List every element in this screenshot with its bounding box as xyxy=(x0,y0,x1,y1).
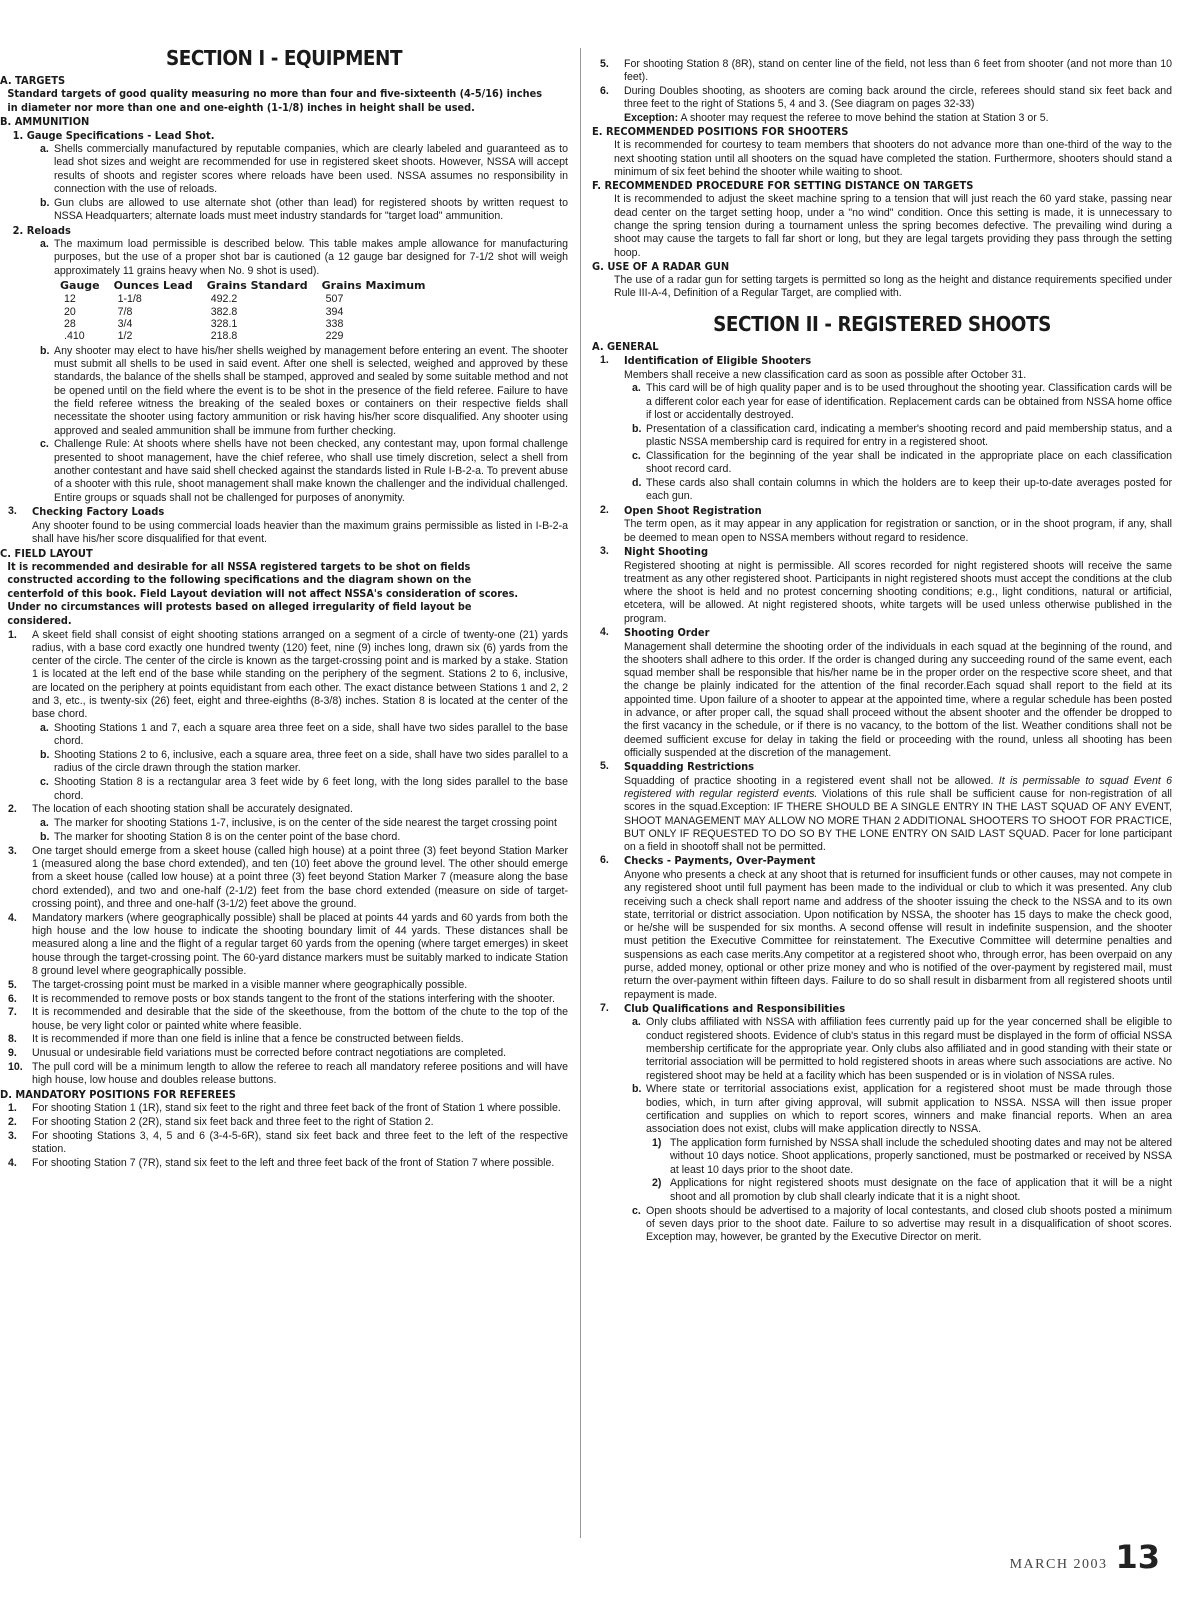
field-layout-item xyxy=(0,993,568,1006)
referee-position-item xyxy=(0,1130,568,1157)
club-a-text: Only clubs affiliated with NSSA with affiliation fees currently paid up for the year concerned shall be eligible to conduct registered shoots. Evidence of club's status in this regard must be displayed in the form of official NSSA membership certificate for the appropriate year. Only clubs also affiliated and in good standing with their state or territorial association will be permitted to hold registered shoots in areas where such associations are active. No registered shoot may be held at a facility which has been suspended or is in violation of NSSA rules. xyxy=(646,1016,1172,1082)
referee-position-item xyxy=(592,58,1172,85)
checks-text: Anyone who presents a check at any shoot that is returned for insufficient funds or other causes, may not compete in any registered shoot until full payment has been made to the individual or club to which it was presented. Any club receiving such a check shall report name and address of the shooter issuing the check to the NSSA and to its own state, territorial or district association. Upon notification by NSSA, the shooter has 15 days to make the check good, or he/she will be suspended for six months. A second offense will result in indefinite suspension, and the shooter must petition the Executive Committee for reinstatement. The Executive Committee will determine penalties and suspensions as each case merits.Any competitor at a registered shoot who, through error, has been overpaid on any purse, added money, optional or other prize money and who is notified of the over-payment by registered mail, must return the over-payment within fifteen days. Failure to do so shall result in disbarment from all registered shoots until repayment is made. xyxy=(624,868,1172,1001)
load-table-cell: 1-1/8 xyxy=(117,293,142,306)
load-table-row xyxy=(60,306,440,318)
load-table-cell: 7/8 xyxy=(117,305,133,318)
club-c-label: c. xyxy=(632,1204,641,1217)
field-layout-item-text: A skeet field shall consist of eight shooting stations arranged on a segment of a circle of twenty-one (21) yards radius, with a base cord exactly one hundred twenty (120) feet, nine (9) inches long, drawn six (6) yards from the center of the circle. The center of the circle is known as the target-crossing point and is marked by a stake. Station 1 is located at the left end of the base while standing on the periphery of the segment. Stations 2 to 6, inclusive, are located on the periphery at points equidistant from each other. The exact distance between Stations 1 and 2, 2 and 3, etc., is twenty-six (26) feet, eight and three-eighths (8-3/8) inches. Station 8 is located at the center of the base chord. xyxy=(32,628,568,721)
club-b2-item xyxy=(592,1177,1172,1204)
checks-heading: Checks - Payments, Over-Payment xyxy=(624,854,816,868)
club-b-text: Where state or territorial associations exist, application for a registered shoot must be made through those bodies, which, in turn after giving approval, will submit application to NSSA. NSSA will then issue proper certification and supplies on which to report scores, winners and make financial reports. When an area association does not exist, clubs will make application directly to NSSA. xyxy=(646,1083,1172,1136)
right-column xyxy=(592,58,1172,1245)
club-a-item xyxy=(592,1016,1172,1082)
club-b2-label: 2) xyxy=(652,1177,662,1190)
field-layout-list xyxy=(0,629,568,1088)
load-table-cell: 218.8 xyxy=(210,330,238,343)
night-text: Registered shooting at night is permissible. All scores recorded for night registered shoots will receive the same treatment as any other registered shoot. Participants in night registered shoots must accept the conditions at the club where the shoot is held and no protest concerning shooting conditions; e.g., light conditions, natural or artificial, etcetera, will be allowed. At night registered shoots, white targets will be used unless otherwise published in the program. xyxy=(624,559,1172,625)
field-layout-item xyxy=(0,1033,568,1046)
field-layout-item-label: 10. xyxy=(8,1061,23,1074)
factory-loads-text: Any shooter found to be using commercial loads heavier than the maximum grains permissible as listed in I-B-2-a shall have his/her score disqualified for that event. xyxy=(32,519,568,546)
field-layout-item-text: Shooting Stations 1 and 7, each a square area three feet on a side, shall have two sides parallel to the base chord. xyxy=(54,722,568,748)
target-distance-heading: F. RECOMMENDED PROCEDURE FOR SETTING DISTANCE ON TARGETS xyxy=(592,179,974,193)
load-table-cell: 28 xyxy=(64,318,76,331)
load-table-cell: 394 xyxy=(325,305,344,318)
eligible-sub-item-text: Classification for the beginning of the year shall be indicated in the appropriate place on each classification shoot record card. xyxy=(646,449,1172,476)
targets-text: Standard targets of good quality measuring no more than four and five-sixteenth (4-5/16) inches in diameter nor more than one and one-eighth (1-1/8) inches in height shall be used. xyxy=(7,88,543,114)
page-footer xyxy=(1010,1538,1160,1576)
club-c-item xyxy=(592,1205,1172,1245)
reloads-a-text: The maximum load permissible is described below. This table makes ample allowance for manufacturing purposes, but the use of a proper shot bar is cautioned (a 12 gauge bar designed for 7-1/2 shot will weigh approximately 11 grains heavy when No. 9 shot is used). xyxy=(54,237,568,277)
field-layout-item xyxy=(0,831,568,844)
eligible-sub-item-text: This card will be of high quality paper and is to be used throughout the shooting year. Classification cards will be a different color each year for ease of identification. Replacement cards can be obtained from NSSA home office if lost or accidentally destroyed. xyxy=(646,382,1172,421)
referee-exception-text: A shooter may request the referee to move behind the station at Station 3 or 5. xyxy=(680,112,1049,125)
field-layout-item-text: It is recommended to remove posts or box stands tangent to the front of the stations interfering with the shooter. xyxy=(32,992,555,1005)
left-column xyxy=(0,42,568,1171)
field-layout-item xyxy=(0,1047,568,1060)
field-layout-item-label: 3. xyxy=(8,844,17,857)
load-table-row xyxy=(60,293,440,305)
load-table xyxy=(60,280,440,343)
shooter-positions-heading: E. RECOMMENDED POSITIONS FOR SHOOTERS xyxy=(592,125,849,139)
load-table-cell: 3/4 xyxy=(117,318,133,331)
field-layout-item-text: The marker for shooting Stations 1-7, inclusive, is on the center of the side nearest the target crossing point xyxy=(54,817,557,830)
gauge-b-text: Gun clubs are allowed to use alternate shot (other than lead) for registered shoots by written request to NSSA Headquarters; alternate loads must meet industry standards for "target load" ammunition. xyxy=(54,196,568,223)
load-table-row xyxy=(60,318,440,330)
load-table-cell: 382.8 xyxy=(210,305,238,318)
reloads-b-item xyxy=(0,345,568,438)
eligible-heading: Identification of Eligible Shooters xyxy=(624,354,812,368)
eligible-sub-item-label: d. xyxy=(632,476,642,489)
field-layout-item xyxy=(0,722,568,749)
field-layout-item-label: a. xyxy=(40,817,49,830)
club-b2-text: Applications for night registered shoots must designate on the face of application that it will be a night shoot and all promotion by club shall clearly indicate that it is a night shoot. xyxy=(670,1177,1172,1203)
load-table-header: Grains Standard xyxy=(206,278,308,292)
targets-heading: A. TARGETS xyxy=(0,74,66,87)
factory-loads-heading-row xyxy=(0,505,568,519)
field-layout-item xyxy=(0,1006,568,1033)
field-layout-item-text: Mandatory markers (where geographically possible) shall be placed at points 44 yards and 60 yards from both the high house and the low house to indicate the shooting boundary limit of 44 yards. These distances shall be measured along a line and the flight of a regular target 60 yards from the opening (where target emerges) in skeet house through the target-crossing point. The 60-yard distance markers must be suitably marked to indicate Station 8 ground level where geographically possible. xyxy=(32,911,568,977)
checks-heading-row xyxy=(592,854,1172,868)
club-b1-item xyxy=(592,1137,1172,1177)
reloads-c-item xyxy=(0,438,568,504)
field-layout-heading: C. FIELD LAYOUT xyxy=(0,546,93,560)
issue-date: MARCH 2003 xyxy=(1009,1557,1108,1572)
night-heading: Night Shooting xyxy=(624,545,709,559)
eligible-sub-item xyxy=(592,382,1172,422)
field-layout-item xyxy=(0,979,568,992)
referee-positions-heading: D. MANDATORY POSITIONS FOR REFEREES xyxy=(0,1088,236,1102)
gauge-heading: 1. Gauge Specifications - Lead Shot. xyxy=(12,129,215,143)
field-layout-item-text: One target should emerge from a skeet house (called high house) at a point three (3) feet beyond Station Marker 1 (measured along the base chord extended), and ten (10) feet above the ground level. The other should emerge from a skeet house (called low house) at a point three (3) feet beyond Station Marker 7 (measure along the base chord extended), and two and one-half (2-1/2) feet from the base chord extended (measure on side of target-crossing point), and three and one-half (3-1/2) feet above the ground. xyxy=(32,844,568,910)
gauge-a-item xyxy=(0,143,568,196)
referee-position-item-text: For shooting Station 2 (2R), stand six feet back and three feet to the right of Station 2. xyxy=(32,1115,434,1128)
field-layout-item-text: The pull cord will be a minimum length to allow the referee to reach all mandatory referee positions and will have high house, low house and doubles release buttons. xyxy=(32,1061,568,1087)
load-table-cell: 12 xyxy=(64,293,76,306)
eligible-sub-item-label: c. xyxy=(632,449,641,462)
eligible-text: Members shall receive a new classification card as soon as possible after October 31. xyxy=(624,368,1027,381)
eligible-sub-item-text: Presentation of a classification card, indicating a member's shooting record and paid membership status, and a plastic NSSA membership card is required for entry in a registered shoot. xyxy=(646,422,1172,448)
squadding-text xyxy=(592,775,1172,855)
squadding-heading-row xyxy=(592,760,1172,774)
referee-exception-label: Exception: xyxy=(624,112,679,125)
referee-position-item-text: For shooting Stations 3, 4, 5 and 6 (3-4-5-6R), stand six feet back and three feet to the left of the respective station. xyxy=(32,1129,568,1155)
section-1-title: SECTION I - EQUIPMENT xyxy=(165,46,403,70)
gauge-a-text: Shells commercially manufactured by reputable companies, which are clearly labeled and guaranteed as to lead shot sizes and weight are recommended for use in registered skeet shoots. However, NSSA will accept results of shoots and register scores where reloads have been used. NSSA assumes no responsibility in connection with the use of reloads. xyxy=(54,143,568,196)
open-shoot-heading: Open Shoot Registration xyxy=(624,503,762,517)
order-heading-row xyxy=(592,626,1172,640)
squadding-text-b: Violations of this rule shall be sufficient cause for non-registration of all scores in the squad.Exception: IF THERE SHOULD BE A SINGLE ENTRY IN THE LAST SQUAD OF ANY EVENT, SHOOT MANAGEMENT MAY ALLOW NO MORE THAN 2 ADDITIONAL SHOOTERS TO SHOOT FOR PRACTICE, BUT ONLY IF REQUESTED TO DO SO BY THE LONE ENTRY ON SAID LAST SQUAD. Pacer for lone participant on a field in shootoff shall not be permitted. xyxy=(624,787,1172,854)
field-layout-item xyxy=(0,749,568,776)
referee-position-item-label: 3. xyxy=(8,1129,17,1142)
field-layout-item-text: The marker for shooting Station 8 is on the center point of the base chord. xyxy=(54,830,401,843)
ammunition-heading: B. AMMUNITION xyxy=(0,115,90,129)
field-layout-item-label: 6. xyxy=(8,992,17,1005)
eligible-heading-row xyxy=(592,354,1172,368)
referee-position-item xyxy=(592,85,1172,112)
load-table-cell: 338 xyxy=(325,318,344,331)
club-a-label: a. xyxy=(632,1016,641,1029)
referee-position-item-label: 4. xyxy=(8,1156,17,1169)
open-shoot-label: 2. xyxy=(600,503,609,516)
load-table-cell: 229 xyxy=(325,330,344,343)
open-shoot-text: The term open, as it may appear in any application for registration or sanction, or in the shoot program, if any, shall be deemed to mean open to NSSA members without regard to residence. xyxy=(624,518,1172,544)
reloads-b-label: b. xyxy=(40,344,50,357)
field-layout-item-label: 9. xyxy=(8,1047,17,1060)
squadding-heading: Squadding Restrictions xyxy=(624,760,755,774)
factory-loads-heading: Checking Factory Loads xyxy=(32,505,165,519)
column-divider xyxy=(580,48,581,1538)
load-table-header: Ounces Lead xyxy=(113,278,193,292)
eligible-sub-item xyxy=(592,423,1172,450)
referee-position-item-text: During Doubles shooting, as shooters are coming back around the circle, referees should stand six feet back and three feet to the right of Stations 5, 4 and 3. (See diagram on pages 32-33) xyxy=(624,85,1172,111)
load-table-row xyxy=(60,330,440,342)
field-layout-item xyxy=(0,912,568,978)
field-layout-item xyxy=(0,1061,568,1088)
eligible-sub-item-text: These cards also shall contain columns in which the holders are to keep their up-to-date averages posted for each gun. xyxy=(646,476,1172,503)
field-layout-item-label: 7. xyxy=(8,1006,17,1019)
night-heading-row xyxy=(592,545,1172,559)
club-b1-label: 1) xyxy=(652,1137,662,1150)
club-b-label: b. xyxy=(632,1083,642,1096)
field-layout-item-label: b. xyxy=(40,749,50,762)
squadding-label: 5. xyxy=(600,760,609,773)
load-table-cell: 20 xyxy=(64,305,76,318)
referee-position-item xyxy=(0,1102,568,1115)
field-layout-item-label: c. xyxy=(40,776,49,789)
club-heading: Club Qualifications and Responsibilities xyxy=(624,1001,846,1015)
load-table-cell: .410 xyxy=(64,330,85,343)
order-label: 4. xyxy=(600,626,609,638)
gauge-a-label: a. xyxy=(40,143,49,156)
referee-position-item-label: 1. xyxy=(8,1102,17,1115)
referee-position-item-text: For shooting Station 1 (1R), stand six feet to the right and three feet back of the front of Station 1 where possible. xyxy=(32,1102,561,1115)
squadding-text-italic: It is permissable to squad Event 6 registered with regular registerd events. xyxy=(624,774,1172,800)
field-layout-item-text: It is recommended and desirable that the side of the skeethouse, from the bottom of the chute to the top of the house, be very light color or painted white where feasible. xyxy=(32,1006,568,1032)
club-label: 7. xyxy=(600,1001,609,1014)
eligible-sub-item xyxy=(592,450,1172,477)
referee-exception xyxy=(592,112,1172,125)
load-table-cell: 1/2 xyxy=(117,330,133,343)
referee-position-item-text: For shooting Station 8 (8R), stand on center line of the field, not less than 6 feet from shooter (and not more than 10 feet). xyxy=(624,58,1172,84)
referee-position-item-label: 5. xyxy=(600,58,609,70)
field-layout-item xyxy=(0,776,568,803)
field-layout-item xyxy=(0,629,568,722)
load-table-header: Gauge xyxy=(60,278,100,292)
referee-position-item-label: 2. xyxy=(8,1115,17,1128)
checks-label: 6. xyxy=(600,854,609,867)
field-layout-item-text: It is recommended if more than one field is inline that a fence be constructed between fields. xyxy=(32,1033,464,1046)
page-number: 13 xyxy=(1115,1538,1160,1576)
eligible-sub-item xyxy=(592,477,1172,504)
gauge-b-label: b. xyxy=(40,196,50,209)
club-b-item xyxy=(592,1083,1172,1136)
field-layout-item-label: 5. xyxy=(8,978,17,991)
field-layout-item xyxy=(0,803,568,816)
order-text: Management shall determine the shooting order of the individuals in each squad at the beginning of the round, and the shooters shall adhere to this order. If the order is changed during any succeeding round of the same event, each squad member shall be responsible that his/her name be in the proper order on the respective score sheet, and that the change be plainly indicated for the attention of the final recorder.Each squad shall report to the field at its appointed time. Upon failure of a shooter to appear at the appointed time, where a regular schedule has been posted in advance, or after proper call, the squad shall proceed without the absent shooter and the offender be dropped to the first vacancy in the schedule, or if there is no vacancy, to the bottom of the list. Weather conditions shall not be deemed sufficient excuse for delay in taking the field or proceeding with the round, unless all shooting has been officially suspended at the discretion of the management. xyxy=(624,640,1172,759)
field-layout-item-text: Shooting Station 8 is a rectangular area 3 feet wide by 6 feet long, with the long sides parallel to the base chord. xyxy=(54,776,568,802)
referee-position-item xyxy=(0,1116,568,1129)
load-table-header: Grains Maximum xyxy=(321,278,426,292)
club-b1-text: The application form furnished by NSSA shall include the scheduled shooting dates and may not be altered without 10 days notice. Shoot applications, properly sanctioned, must be postmarked or received by NSSA at least 10 days prior to the shoot date. xyxy=(670,1137,1172,1176)
eligible-sub-item-label: a. xyxy=(632,382,641,395)
field-layout-item-label: 8. xyxy=(8,1033,17,1046)
referee-position-item-label: 6. xyxy=(600,85,609,98)
field-layout-item-label: b. xyxy=(40,830,50,843)
eligible-sub-list xyxy=(592,382,1172,503)
field-layout-item xyxy=(0,817,568,830)
referee-position-item-text: For shooting Station 7 (7R), stand six feet to the left and three feet back of the front of Station 7 where possible. xyxy=(32,1156,555,1169)
eligible-label: 1. xyxy=(600,354,609,367)
night-label: 3. xyxy=(600,545,609,558)
field-layout-item-text: Shooting Stations 2 to 6, inclusive, each a square area, three feet on a side, shall have two sides parallel to a radius of the circle drawn through the station marker. xyxy=(54,749,568,775)
shooter-positions-text: It is recommended for courtesy to team members that shooters do not advance more than one-third of the way to the next shooting station until all shooters on the squad have completed the station. Furthermore, shooters should stand a minimum of six feet behind the shooter while waiting to shoot. xyxy=(614,139,1172,179)
load-table-cell: 328.1 xyxy=(210,318,238,331)
referee-positions-list xyxy=(0,1102,568,1170)
club-c-text: Open shoots should be advertised to a majority of local contestants, and closed club shoots posted a minimum of seven days prior to the shoot date. Failure to so advertise may result in a disqualification of shoot scores. Exception may, however, be granted by the Executive Director on merit. xyxy=(646,1204,1172,1244)
field-layout-item xyxy=(0,845,568,911)
radar-text: The use of a radar gun for setting targets is permitted so long as the height and distance requirements specified under Rule III-A-4, Definition of a Regular Target, are complied with. xyxy=(614,273,1172,300)
club-heading-row xyxy=(592,1002,1172,1016)
field-layout-item-label: 4. xyxy=(8,911,17,924)
open-shoot-heading-row xyxy=(592,504,1172,518)
referee-positions-list-continued xyxy=(592,58,1172,112)
field-layout-item-label: 2. xyxy=(8,803,17,816)
field-layout-item-text: Unusual or undesirable field variations must be corrected before contract negotiations are completed. xyxy=(32,1047,507,1060)
order-heading: Shooting Order xyxy=(624,626,710,639)
field-layout-item-label: a. xyxy=(40,722,49,735)
target-distance-text: It is recommended to adjust the skeet machine spring to a tension that will just reach the 60 yard stake, passing near dead center on the target setting hoop, under a "no wind" condition. Once this setting is made, it is unnecessary to change the spring tension during a tournament unless the spring becomes defective. The prevailing wind during a shoot may cause the targets to fall far short or long, but they are legal targets providing they pass through the setting hoop. xyxy=(614,193,1172,259)
load-table-cell: 492.2 xyxy=(210,293,238,306)
reloads-c-label: c. xyxy=(40,438,49,451)
load-table-cell: 507 xyxy=(325,293,344,306)
referee-position-item xyxy=(0,1157,568,1170)
load-table-header-row xyxy=(60,280,440,293)
gauge-b-item xyxy=(0,197,568,224)
squadding-text-a: Squadding of practice shooting in a registered event shall not be allowed. xyxy=(624,774,994,787)
field-layout-intro: It is recommended and desirable for all NSSA registered targets to be shot on fields constructed according to the following specifications and the diagram shown on the centerfold of this book. Field Layout deviation will not affect NSSA's consideration of scores. Under no circumstances will protests based on alleged irregularity of field layout be considered. xyxy=(7,560,519,627)
field-layout-item-label: 1. xyxy=(8,628,17,641)
reloads-c-text: Challenge Rule: At shoots where shells have not been checked, any contestant may, upon formal challenge presented to shoot management, have the chief referee, who shall use timely discretion, select a shell from another contestant and have said shell checked against the standards listed in Rule I-B-2-a. To prevent abuse of a shooter with this rule, shoot management shall make known the challenger and the individual challenged. Entire groups or squads shall not be challenged for purposes of anonymity. xyxy=(54,438,568,504)
factory-loads-label: 3. xyxy=(8,505,17,518)
eligible-sub-item-label: b. xyxy=(632,422,642,435)
field-layout-item-text: The location of each shooting station shall be accurately designated. xyxy=(32,803,353,816)
general-heading: A. GENERAL xyxy=(592,340,659,354)
section-2-title: SECTION II - REGISTERED SHOOTS xyxy=(713,312,1051,337)
field-layout-item-text: The target-crossing point must be marked in a visible manner where geographically possible. xyxy=(32,978,468,991)
reloads-a-item xyxy=(0,238,568,278)
reloads-a-label: a. xyxy=(40,237,49,250)
reloads-heading: 2. Reloads xyxy=(12,223,71,237)
radar-heading: G. USE OF A RADAR GUN xyxy=(592,259,730,273)
reloads-b-text: Any shooter may elect to have his/her shells weighed by management before entering an event. The shooter must submit all shells to be used in said event. After one shell is selected, weighed and approved by these standards, the balance of the shells shall be stamped, approved and sealed by some suitable method and not be opened until on the field where the event is to be shot in the presence of the field referee. Failure to have the field referee witness the breaking of the sealed boxes or containers on their respective fields shall necessitate the shooter using factory ammunition or risk having his/her score disqualified. Any shooter using approved and sealed ammunition shall be immune from further checking. xyxy=(54,344,568,437)
